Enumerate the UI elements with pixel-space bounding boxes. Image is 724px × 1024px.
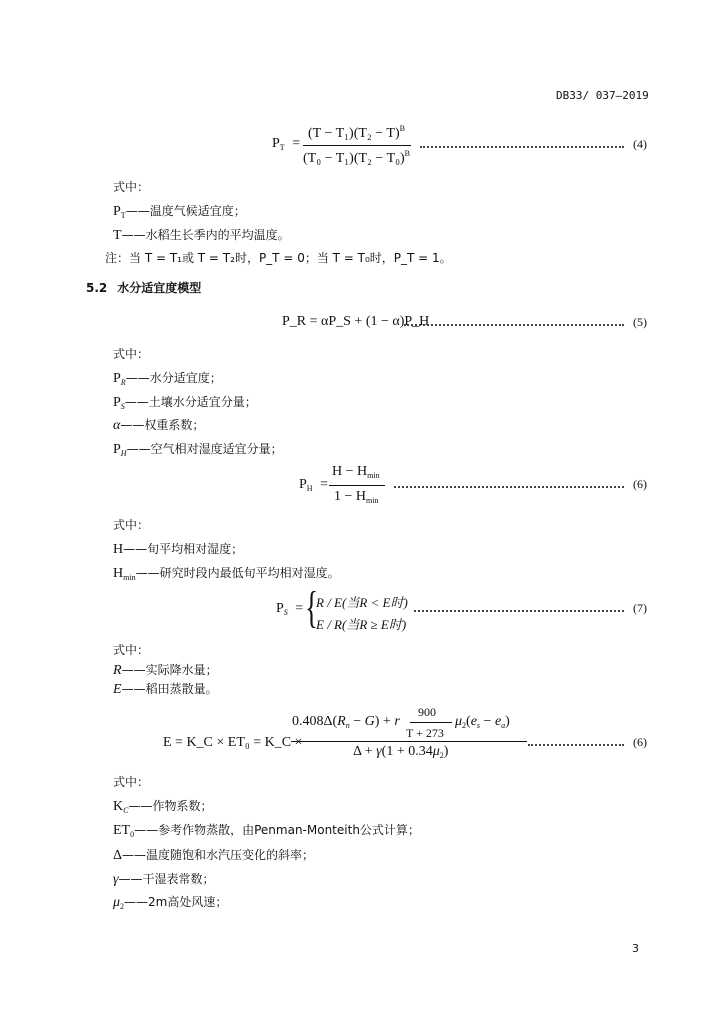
- document-code: DB33/ 037—2019: [556, 89, 649, 102]
- defs-intro-3: 式中：: [113, 518, 150, 532]
- page-number: 3: [632, 942, 639, 955]
- eq7-leader-dots: [414, 610, 624, 612]
- eq4-number: (4): [633, 137, 647, 151]
- def-kc: $K_C——$作物系数；: [113, 799, 213, 815]
- def-r: R——实际降水量；: [113, 663, 218, 678]
- defs-intro-4: 式中：: [113, 643, 150, 657]
- def-hmin: $H_{min}——$研究时段内最低旬平均相对湿度。: [113, 566, 340, 582]
- eq6a-leader-dots: [394, 486, 624, 488]
- eq7-lhs: $P_S$ =: [276, 601, 304, 617]
- eq4-lhs: $P_T$ =: [272, 136, 301, 152]
- eq8-denominator: $\Delta + \gamma(1 + 0.34\mu_2)$: [353, 744, 449, 760]
- eq8-numerator-tail: $\mu_2(e_s - e_a)$: [455, 714, 510, 730]
- eq4-denominator: $(T_0 - T_1)(T_2 - T_0)^B$: [303, 149, 411, 166]
- eq8-inner-bottom: T + 273: [406, 726, 444, 740]
- section-heading-5-2: 5.2 水分适宜度模型: [86, 281, 202, 295]
- eq6a-denominator: $1 - H_{min}$: [334, 489, 379, 505]
- def-gamma: γ——干湿表常数；: [113, 872, 215, 887]
- equation-5: P_R = αP_S + (1 − α)P_H: [282, 314, 430, 329]
- def-pr: $P_R——$水分适宜度；: [113, 371, 222, 387]
- eq7-brace: {: [305, 583, 318, 632]
- eq6a-number: (6): [633, 477, 647, 491]
- eq6a-numerator: $H - H_{min}$: [332, 464, 380, 480]
- eq4-fraction-bar: [303, 145, 411, 146]
- def-alpha: α——权重系数；: [113, 418, 205, 433]
- def-ph: $P_H——$空气相对湿度适宜分量；: [113, 442, 283, 458]
- eq5-number: (5): [633, 315, 647, 329]
- defs-intro-5: 式中：: [113, 775, 150, 789]
- defs-intro-2: 式中：: [113, 347, 150, 361]
- def-et0: $ET_0——$参考作物蒸散，由Penman-Monteith公式计算；: [113, 823, 420, 839]
- eq8-leader-dots: [528, 744, 624, 746]
- def-delta: Δ——温度随饱和水汽压变化的斜率；: [113, 848, 315, 863]
- eq8-lhs: E = K_C × ET₀ = K_C ×: [163, 735, 303, 750]
- eq4-leader-dots: [420, 146, 624, 148]
- eq4-numerator: $(T - T_1)(T_2 - T)^B$: [308, 124, 405, 141]
- def-e: E——稻田蒸散量。: [113, 682, 218, 697]
- eq7-number: (7): [633, 601, 647, 615]
- eq7-case-1: R / E(当R < E时): [316, 595, 408, 610]
- defs-intro-1: 式中：: [113, 180, 150, 194]
- eq8-fraction-bar: [291, 741, 527, 742]
- def-t: T——水稻生长季内的平均温度。: [113, 228, 290, 243]
- eq5-leader-dots: [404, 324, 624, 326]
- eq8-inner-bar: [410, 722, 452, 723]
- def-pt: $P_T——$温度气候适宜度；: [113, 204, 246, 220]
- eq8-number: (6): [633, 735, 647, 749]
- def-ps: $P_S——$土壤水分适宜分量；: [113, 395, 257, 411]
- eq8-inner-top: 900: [418, 705, 436, 719]
- eq8-numerator: $0.408\Delta(R_n - G) + r$: [292, 714, 400, 730]
- def-h: H——旬平均相对湿度；: [113, 542, 244, 557]
- note-text: 注：当 T = T₁或 T = T₂时，P_T = 0；当 T = T₀时，P_T = 1。: [105, 251, 452, 265]
- eq6a-lhs: $P_H$ =: [299, 477, 328, 493]
- eq6a-fraction-bar: [329, 485, 385, 486]
- def-mu2: $\mu_2——2m$高处风速；: [113, 895, 228, 911]
- eq7-case-2: E / R(当R ≥ E时): [316, 617, 407, 632]
